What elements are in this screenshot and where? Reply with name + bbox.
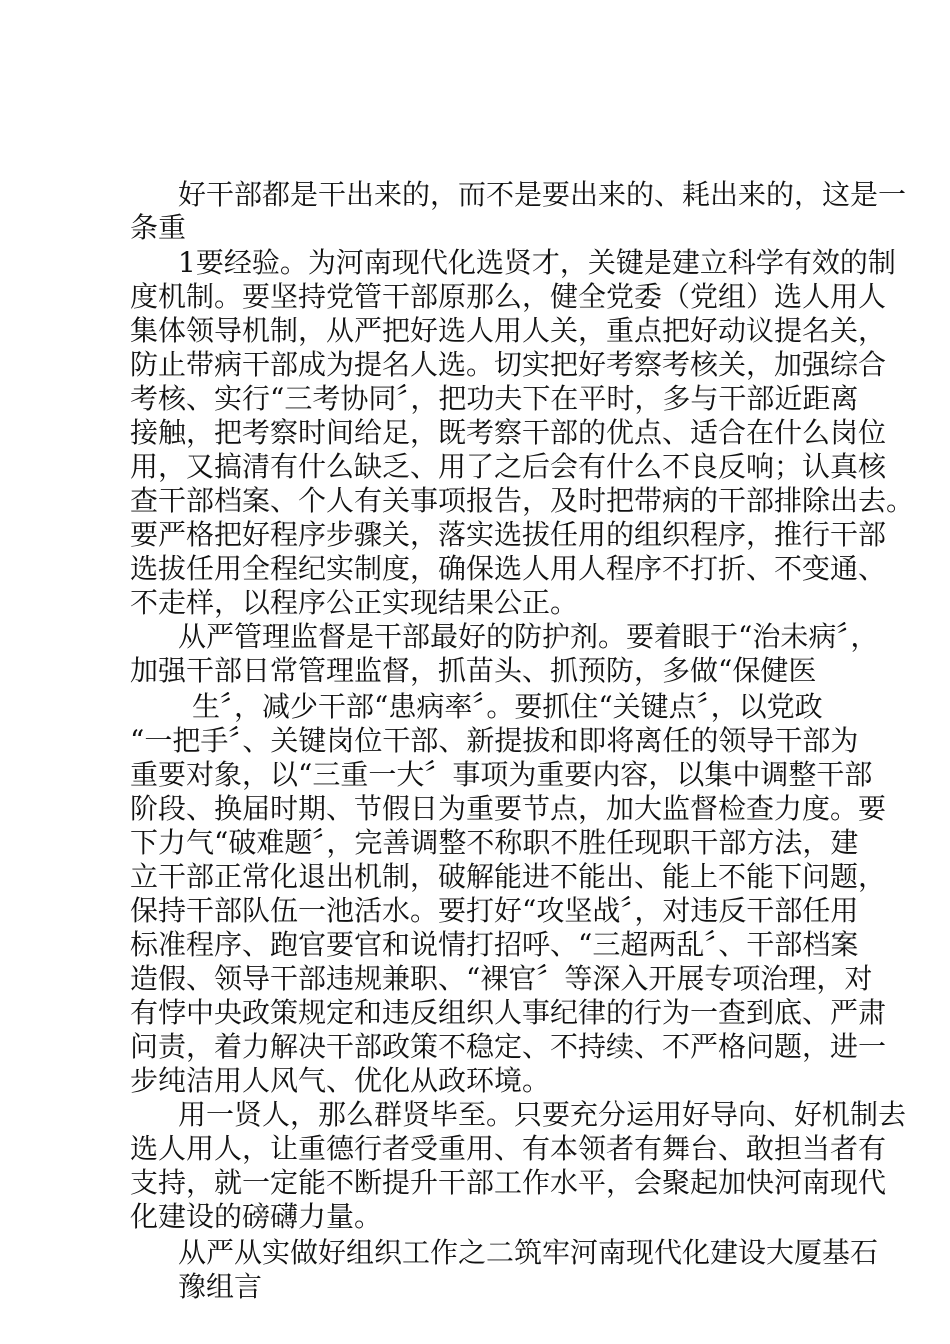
text-line-16: 生〞，减少干部“患病率〞。要抓住“关键点〞，以党政 — [192, 690, 823, 723]
text-line-24: 造假、领导干部违规兼职、“裸官〞等深入开展专项治理，对 — [130, 962, 873, 995]
text-line-6: 防止带病干部成为提名人选。切实把好考察考核关，加强综合 — [130, 348, 887, 381]
text-line-23: 标准程序、跑官要官和说情打招呼、“三超两乱〞、干部档案 — [130, 928, 859, 961]
text-line-31: 化建设的磅礴力量。 — [130, 1200, 383, 1233]
text-line-32: 从严从实做好组织工作之二筑牢河南现代化建设大厦基石 — [178, 1236, 879, 1269]
text-line-25: 有悖中央政策规定和违反组织人事纪律的行为一查到底、严肃 — [130, 996, 887, 1029]
text-line-5: 集体领导机制，从严把好选人用人关，重点把好动议提名关， — [130, 314, 887, 347]
text-line-30: 支持，就一定能不断提升干部工作水平，会聚起加快河南现代 — [130, 1166, 887, 1199]
text-line-17: “一把手〞、关键岗位干部、新提拔和即将离任的领导干部为 — [130, 724, 859, 757]
text-line-21: 立干部正常化退出机制，破解能进不能出、能上不能下问题， — [130, 860, 887, 893]
text-line-33: 豫组言 — [178, 1270, 263, 1303]
text-line-11: 要严格把好程序步骤关，落实选拔任用的组织程序，推行干部 — [130, 518, 887, 551]
text-line-26: 问责，着力解决干部政策不稳定、不持续、不严格问题，进一 — [130, 1030, 887, 1063]
text-line-13: 不走样，以程序公正实现结果公正。 — [130, 586, 579, 619]
text-line-8: 接触，把考察时间给足，既考察干部的优点、适合在什么岗位 — [130, 416, 887, 449]
text-line-9: 用，又搞清有什么缺乏、用了之后会有什么不良反响；认真核 — [130, 450, 887, 483]
text-line-7: 考核、实行“三考协同〞，把功夫下在平时，多与干部近距离 — [130, 382, 859, 415]
text-line-28: 用一贤人，那么群贤毕至。只要充分运用好导向、好机制去 — [178, 1098, 907, 1131]
text-line-12: 选拔任用全程纪实制度，确保选人用人程序不打折、不变通、 — [130, 552, 887, 585]
text-line-22: 保持干部队伍一池活水。要打好“攻坚战〞，对违反干部任用 — [130, 894, 859, 927]
text-line-14: 从严管理监督是干部最好的防护剂。要着眼于“治未病〞， — [178, 620, 879, 653]
text-line-3: 1要经验。为河南现代化选贤才，关键是建立科学有效的制 — [178, 246, 896, 279]
text-line-19: 阶段、换届时期、节假日为重要节点，加大监督检查力度。要 — [130, 792, 887, 825]
text-line-15: 加强干部日常管理监督，抓苗头、抓预防，多做“保健医 — [130, 654, 817, 687]
text-line-10: 查干部档案、个人有关事项报告，及时把带病的干部排除出去。 — [130, 484, 915, 517]
text-line-2: 条重 — [130, 211, 187, 244]
text-line-20: 下力气“破难题〞，完善调整不称职不胜任现职干部方法，建 — [130, 826, 859, 859]
text-line-27: 步纯洁用人风气、优化从政环境。 — [130, 1064, 551, 1097]
text-line-18: 重要对象，以“三重一大〞事项为重要内容，以集中调整干部 — [130, 758, 873, 791]
text-line-1: 好干部都是干出来的，而不是要出来的、耗出来的，这是一 — [178, 178, 907, 211]
text-line-29: 选人用人，让重德行者受重用、有本领者有舞台、敢担当者有 — [130, 1132, 887, 1165]
text-line-4: 度机制。要坚持党管干部原那么，健全党委（党组）选人用人 — [130, 280, 887, 313]
